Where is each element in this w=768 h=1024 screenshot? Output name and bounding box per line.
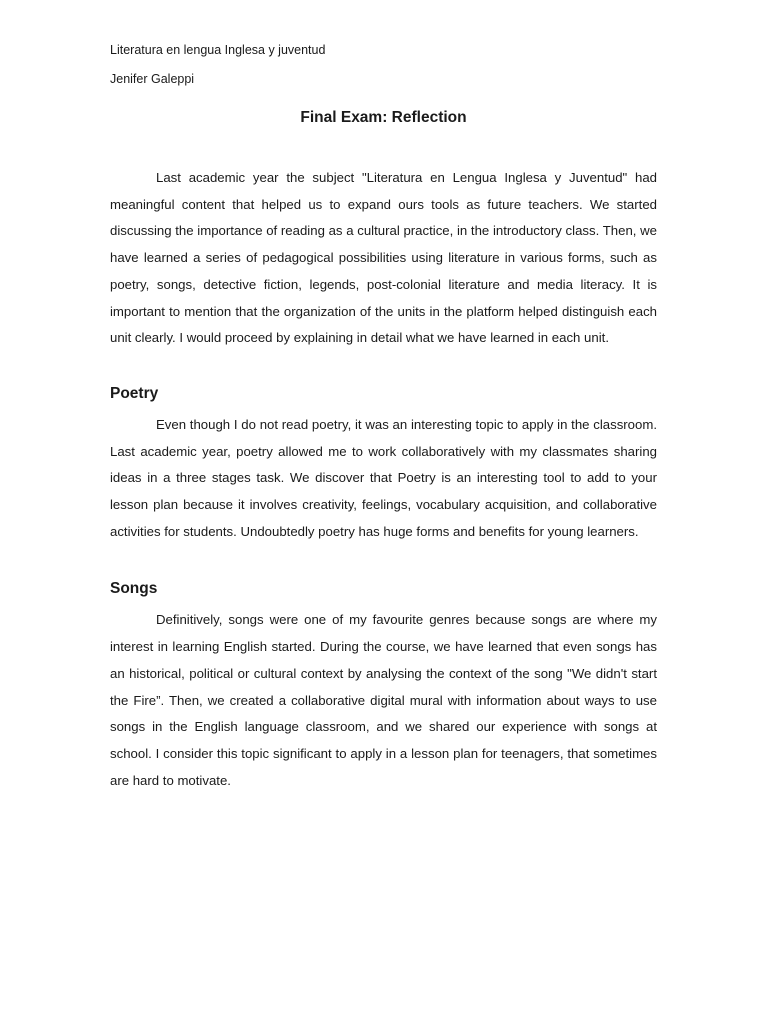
document-content	[110, 38, 657, 794]
section-body-poetry: Even though I do not read poetry, it was an interesting topic to apply in the classroom. Last academic year, poetry allowed me to work collaboratively with my classmates sharing ideas in a three stages task. We discover that Poetry is an interesting tool to add to your lesson plan because it involves creativity, feelings, vocabulary acquisition, and collaborative activities for students. Undoubtedly poetry has huge forms and benefits for young learners.	[110, 416, 657, 539]
intro-paragraph: Last academic year the subject "Literatura en Lengua Inglesa y Juventud" had meaningful content that helped us to expand ours tools as future teachers. We started discussing the importance of reading as a cultural practice, in the introductory class. Then, we have learned a series of pedagogical possibilities using literature in various forms, such as poetry, songs, detective fiction, legends, post-colonial literature and media literacy. It is important to mention that the organization of the units in the platform helped distinguish each unit clearly. I would proceed by explaining in detail what we have learned in each unit.	[110, 170, 657, 346]
section-heading-songs: Songs	[110, 580, 158, 598]
document-title: Final Exam: Reflection	[300, 109, 467, 126]
course-name: Literatura en lengua Inglesa y juventud	[110, 43, 326, 57]
section-body-songs: Definitively, songs were one of my favourite genres because songs are where my interest in learning English started. During the course, we have learned that even songs has an historical, political or cultural context by analysing the context of the song "We didn't start the Fire”. Then, we created a collaborative digital mural with information about ways to use songs in the English language classroom, and we shared our experience with songs at school. I consider this topic significant to apply in a lesson plan for teenagers, that sometimes are hard to motivate.	[110, 612, 657, 788]
section-heading-poetry: Poetry	[110, 384, 159, 402]
author-name: Jenifer Galeppi	[110, 72, 195, 86]
